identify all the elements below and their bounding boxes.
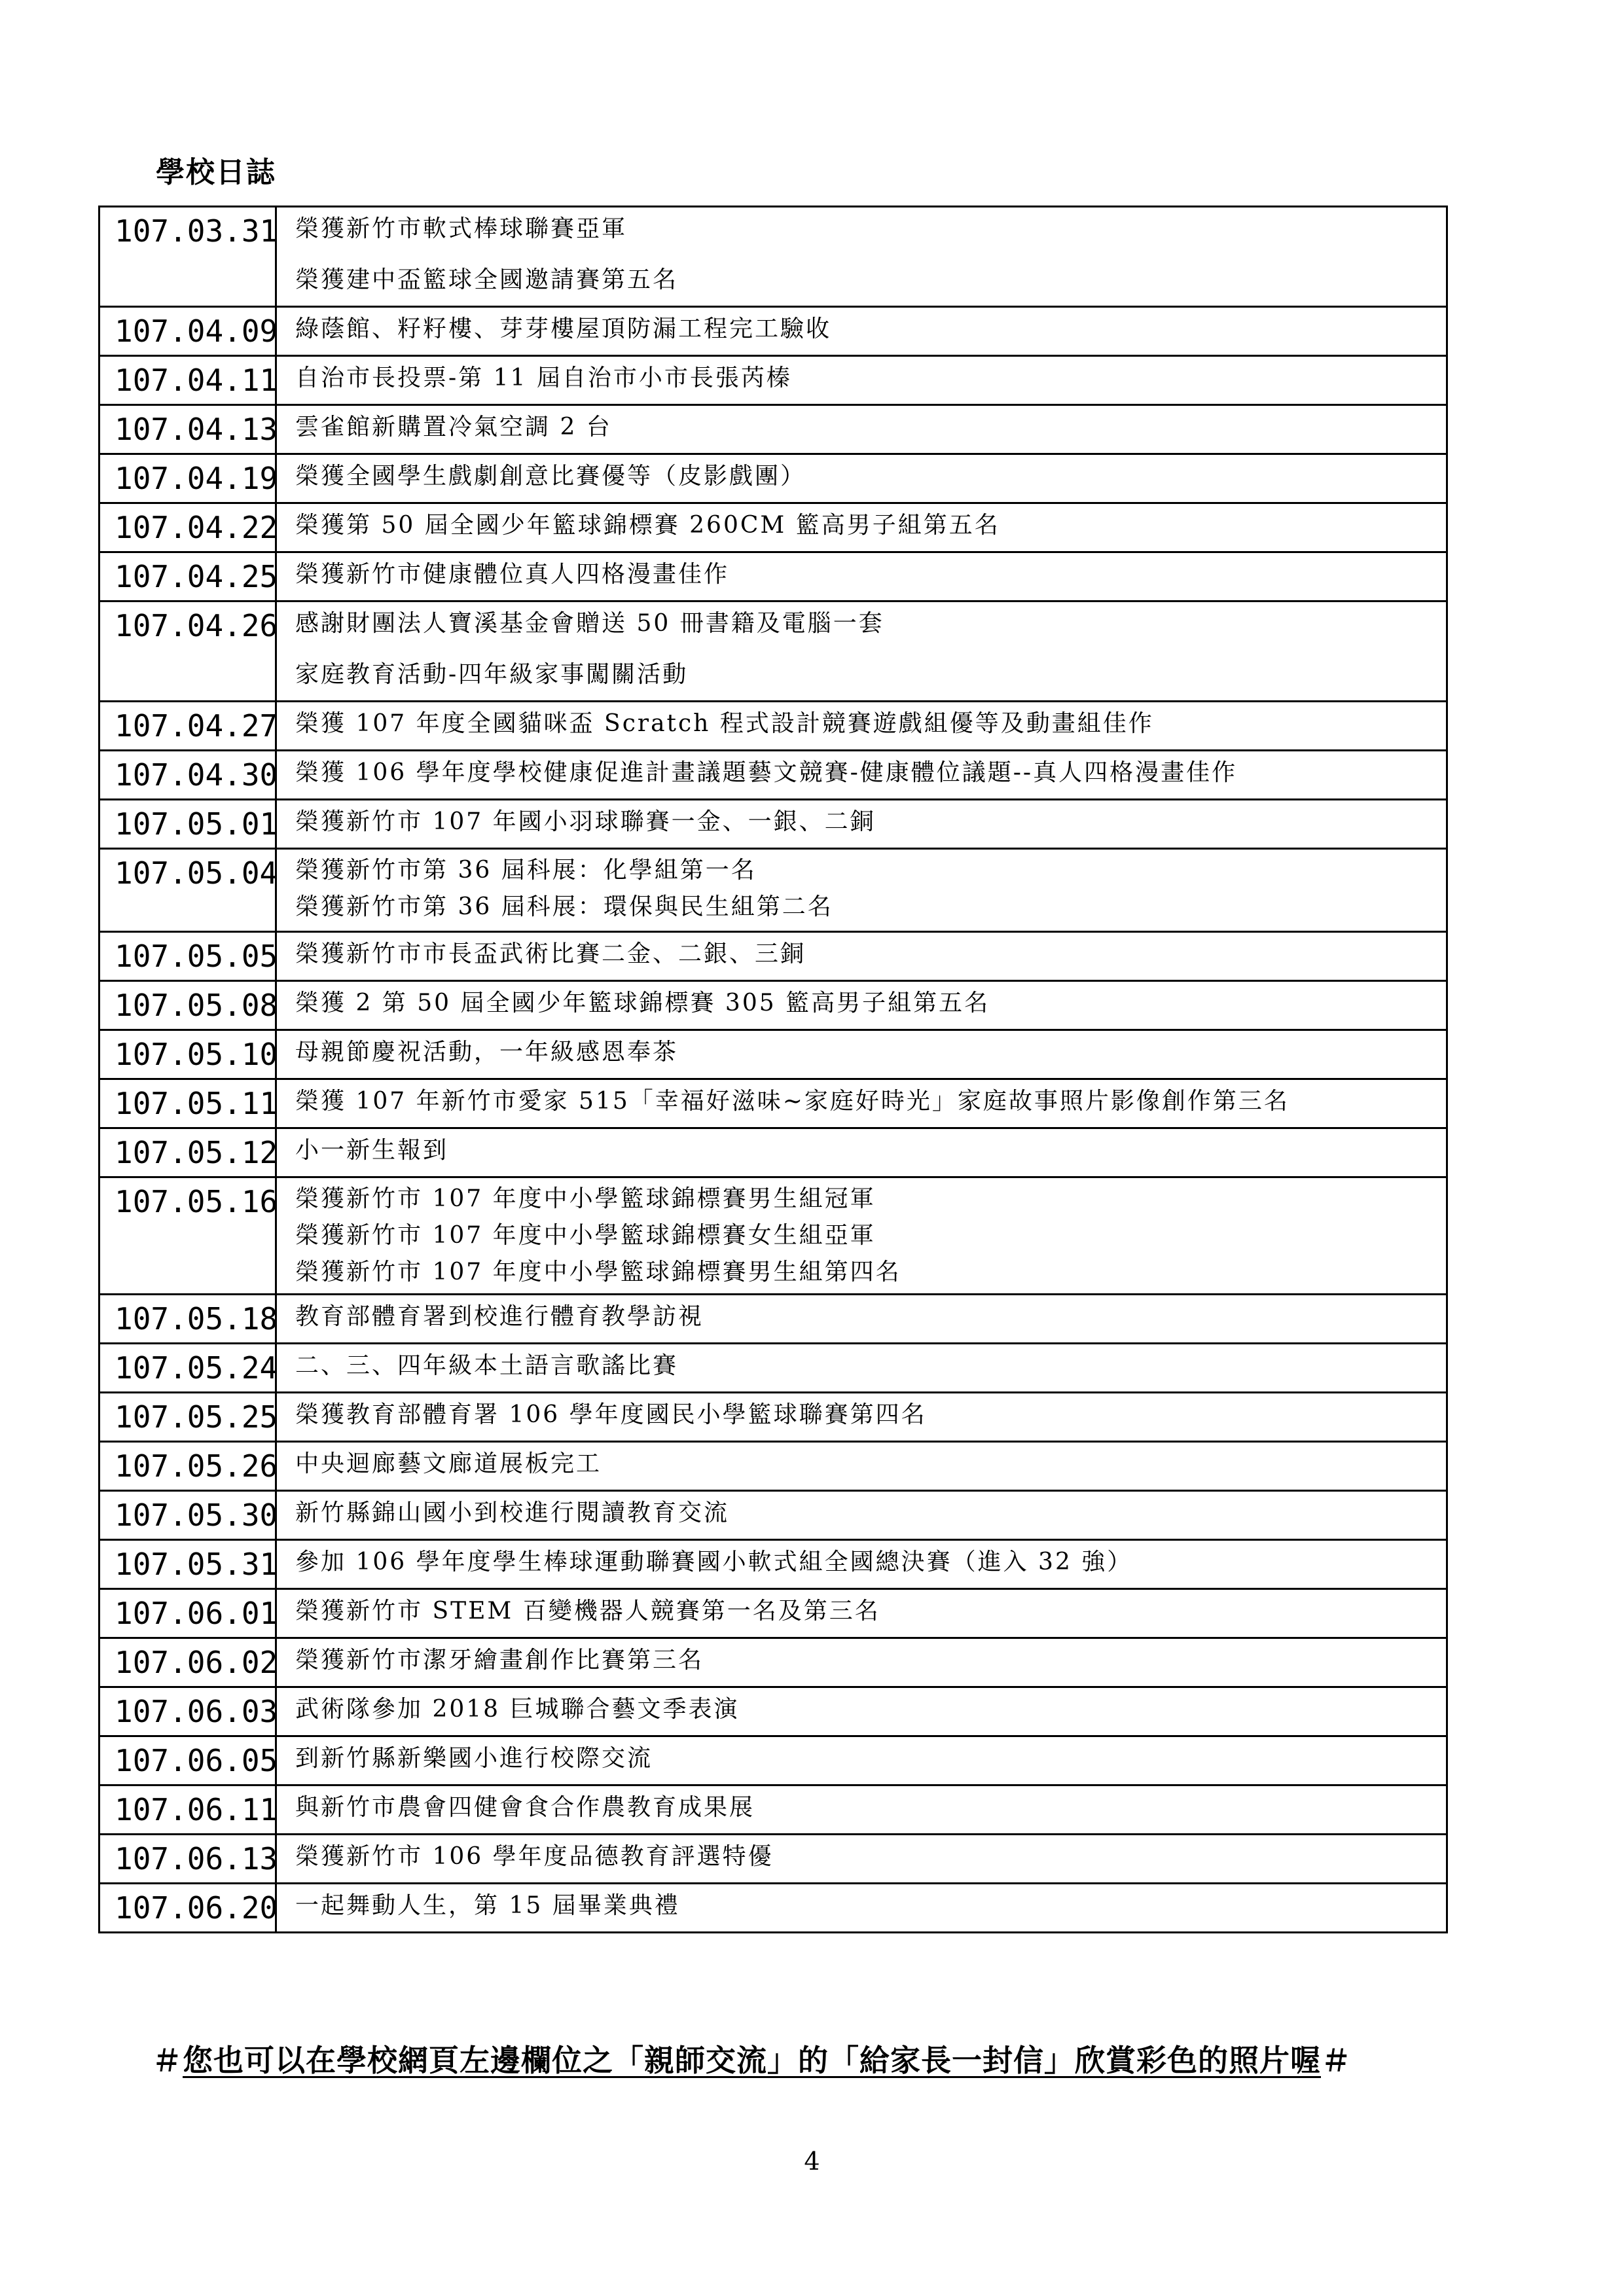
log-event-text: 榮獲新竹市潔牙繪畫創作比賽第三名	[295, 1647, 704, 1674]
log-date: 107.06.13	[99, 1835, 276, 1884]
log-events	[276, 1128, 1447, 1177]
log-date: 107.04.11	[99, 356, 276, 405]
log-event-text: 榮獲新竹市健康體位真人四格漫畫佳作	[295, 561, 730, 588]
log-events	[276, 1687, 1447, 1736]
log-events	[276, 454, 1447, 503]
log-date: 107.04.26	[99, 601, 276, 702]
log-event-text: 榮獲第 50 屆全國少年籃球錦標賽 260CM 籃高男子組第五名	[295, 512, 1000, 539]
log-date: 107.04.13	[99, 405, 276, 454]
log-events	[276, 1638, 1447, 1687]
log-event-text: 榮獲新竹市軟式棒球聯賽亞軍	[295, 215, 628, 242]
log-events	[276, 1491, 1447, 1540]
log-row	[99, 207, 1447, 307]
log-row	[99, 1638, 1447, 1687]
log-event-text: 榮獲建中盃籃球全國邀請賽第五名	[295, 266, 679, 293]
log-date: 107.06.01	[99, 1589, 276, 1638]
log-row	[99, 356, 1447, 405]
log-event-text: 榮獲教育部體育署 106 學年度國民小學籃球聯賽第四名	[295, 1401, 927, 1428]
school-log-table	[98, 206, 1448, 1933]
log-date: 107.05.30	[99, 1491, 276, 1540]
log-events	[276, 751, 1447, 800]
log-event-text: 榮獲 107 年度全國貓咪盃 Scratch 程式設計競賽遊戲組優等及動畫組佳作	[295, 710, 1154, 737]
log-date: 107.05.11	[99, 1079, 276, 1128]
log-events	[276, 1030, 1447, 1079]
log-event-text: 感謝財團法人寶溪基金會贈送 50 冊書籍及電腦一套	[295, 610, 884, 637]
school-log-body	[99, 207, 1447, 1933]
log-events	[276, 1785, 1447, 1835]
log-event-text: 榮獲新竹市市長盃武術比賽二金、二銀、三銅	[295, 941, 806, 967]
log-events	[276, 601, 1447, 702]
log-event-text: 參加 106 學年度學生棒球運動聯賽國小軟式組全國總決賽（進入 32 強）	[295, 1549, 1133, 1575]
log-date: 107.05.26	[99, 1442, 276, 1491]
log-event-text: 到新竹縣新樂國小進行校際交流	[295, 1745, 653, 1772]
log-row	[99, 1589, 1447, 1638]
page-number: 4	[804, 2147, 820, 2176]
log-row	[99, 454, 1447, 503]
log-events	[276, 1884, 1447, 1933]
log-date: 107.04.27	[99, 702, 276, 751]
log-event-text: 小一新生報到	[295, 1137, 449, 1164]
log-date: 107.04.22	[99, 503, 276, 552]
log-row	[99, 1736, 1447, 1785]
log-event-text: 榮獲 106 學年度學校健康促進計畫議題藝文競賽-健康體位議題--真人四格漫畫佳作	[295, 759, 1238, 786]
log-event-text: 榮獲新竹市第 36 屆科展：化學組第一名	[295, 857, 757, 884]
log-event-text: 榮獲新竹市 107 年度中小學籃球錦標賽男生組冠軍	[295, 1185, 876, 1212]
log-row	[99, 1295, 1447, 1344]
log-date: 107.04.09	[99, 307, 276, 356]
log-row	[99, 1030, 1447, 1079]
log-events	[276, 552, 1447, 601]
log-row	[99, 1835, 1447, 1884]
log-event-text: 榮獲全國學生戲劇創意比賽優等（皮影戲團）	[295, 463, 806, 490]
log-date: 107.05.25	[99, 1393, 276, 1442]
log-row	[99, 1884, 1447, 1933]
footer-hash-right: ＃	[1321, 2043, 1352, 2078]
page-title: 學校日誌	[156, 156, 276, 189]
log-row	[99, 1079, 1447, 1128]
log-events	[276, 1540, 1447, 1589]
log-row	[99, 405, 1447, 454]
log-row	[99, 800, 1447, 849]
log-date: 107.06.11	[99, 1785, 276, 1835]
log-date: 107.06.02	[99, 1638, 276, 1687]
log-event-text: 榮獲新竹市第 36 屆科展：環保與民生組第二名	[295, 893, 833, 920]
log-event-text: 榮獲新竹市 STEM 百變機器人競賽第一名及第三名	[295, 1598, 880, 1624]
log-row	[99, 1128, 1447, 1177]
log-date: 107.05.24	[99, 1344, 276, 1393]
log-events	[276, 356, 1447, 405]
log-date: 107.04.25	[99, 552, 276, 601]
log-event-text: 教育部體育署到校進行體育教學訪視	[295, 1303, 704, 1330]
log-event-text: 榮獲新竹市 106 學年度品德教育評選特優	[295, 1843, 774, 1870]
log-row	[99, 932, 1447, 981]
log-events	[276, 405, 1447, 454]
log-events	[276, 1079, 1447, 1128]
log-date: 107.05.31	[99, 1540, 276, 1589]
log-row	[99, 1344, 1447, 1393]
log-date: 107.05.04	[99, 849, 276, 932]
log-events	[276, 1344, 1447, 1393]
log-row	[99, 981, 1447, 1030]
log-date: 107.05.05	[99, 932, 276, 981]
log-events	[276, 1835, 1447, 1884]
log-row	[99, 1540, 1447, 1589]
log-row	[99, 849, 1447, 932]
log-row	[99, 702, 1447, 751]
log-date: 107.06.05	[99, 1736, 276, 1785]
log-date: 107.06.03	[99, 1687, 276, 1736]
log-events	[276, 981, 1447, 1030]
log-date: 107.03.31	[99, 207, 276, 307]
log-date: 107.06.20	[99, 1884, 276, 1933]
log-events	[276, 1295, 1447, 1344]
log-events	[276, 1589, 1447, 1638]
log-row	[99, 1393, 1447, 1442]
log-event-text: 榮獲新竹市 107 年國小羽球聯賽一金、一銀、二銅	[295, 808, 876, 835]
log-event-text: 榮獲 107 年新竹市愛家 515「幸福好滋味~家庭好時光」家庭故事照片影像創作第三名	[295, 1088, 1290, 1115]
log-row	[99, 1177, 1447, 1295]
footer-text: 您也可以在學校網頁左邊欄位之「親師交流」的「給家長一封信」欣賞彩色的照片喔	[183, 2043, 1321, 2078]
log-event-text: 自治市長投票-第 11 屆自治市小市長張芮榛	[295, 365, 792, 391]
log-event-text: 新竹縣錦山國小到校進行閱讀教育交流	[295, 1499, 730, 1526]
log-events	[276, 800, 1447, 849]
log-date: 107.05.18	[99, 1295, 276, 1344]
footer-note	[152, 2037, 1352, 2080]
log-date: 107.05.12	[99, 1128, 276, 1177]
log-events	[276, 1393, 1447, 1442]
log-row	[99, 1785, 1447, 1835]
log-row	[99, 1491, 1447, 1540]
log-event-text: 榮獲新竹市 107 年度中小學籃球錦標賽女生組亞軍	[295, 1222, 876, 1249]
log-event-text: 榮獲新竹市 107 年度中小學籃球錦標賽男生組第四名	[295, 1259, 901, 1285]
log-row	[99, 601, 1447, 702]
log-row	[99, 751, 1447, 800]
log-date: 107.05.08	[99, 981, 276, 1030]
log-event-text: 武術隊參加 2018 巨城聯合藝文季表演	[295, 1696, 740, 1723]
log-event-text: 綠蔭館、籽籽樓、芽芽樓屋頂防漏工程完工驗收	[295, 315, 832, 342]
log-event-text: 中央迴廊藝文廊道展板完工	[295, 1450, 602, 1477]
log-date: 107.05.16	[99, 1177, 276, 1295]
log-events	[276, 932, 1447, 981]
log-events	[276, 503, 1447, 552]
log-events	[276, 207, 1447, 307]
log-events	[276, 1736, 1447, 1785]
log-events	[276, 1442, 1447, 1491]
log-events	[276, 307, 1447, 356]
log-row	[99, 1442, 1447, 1491]
footer-hash-left: ＃	[152, 2043, 183, 2078]
log-row	[99, 503, 1447, 552]
log-events	[276, 849, 1447, 932]
log-event-text: 家庭教育活動-四年級家事闖關活動	[295, 661, 689, 688]
log-events	[276, 1177, 1447, 1295]
log-event-text: 母親節慶祝活動，一年級感恩奉茶	[295, 1039, 679, 1066]
log-event-text: 與新竹市農會四健會食合作農教育成果展	[295, 1794, 755, 1821]
log-date: 107.05.10	[99, 1030, 276, 1079]
log-row	[99, 307, 1447, 356]
log-event-text: 一起舞動人生，第 15 屆畢業典禮	[295, 1892, 680, 1919]
log-date: 107.04.30	[99, 751, 276, 800]
log-row	[99, 1687, 1447, 1736]
log-date: 107.04.19	[99, 454, 276, 503]
log-date: 107.05.01	[99, 800, 276, 849]
log-event-text: 雲雀館新購置冷氣空調 2 台	[295, 414, 612, 440]
log-event-text: 榮獲 2 第 50 屆全國少年籃球錦標賽 305 籃高男子組第五名	[295, 990, 990, 1016]
log-events	[276, 702, 1447, 751]
log-row	[99, 552, 1447, 601]
log-event-text: 二、三、四年級本土語言歌謠比賽	[295, 1352, 679, 1379]
